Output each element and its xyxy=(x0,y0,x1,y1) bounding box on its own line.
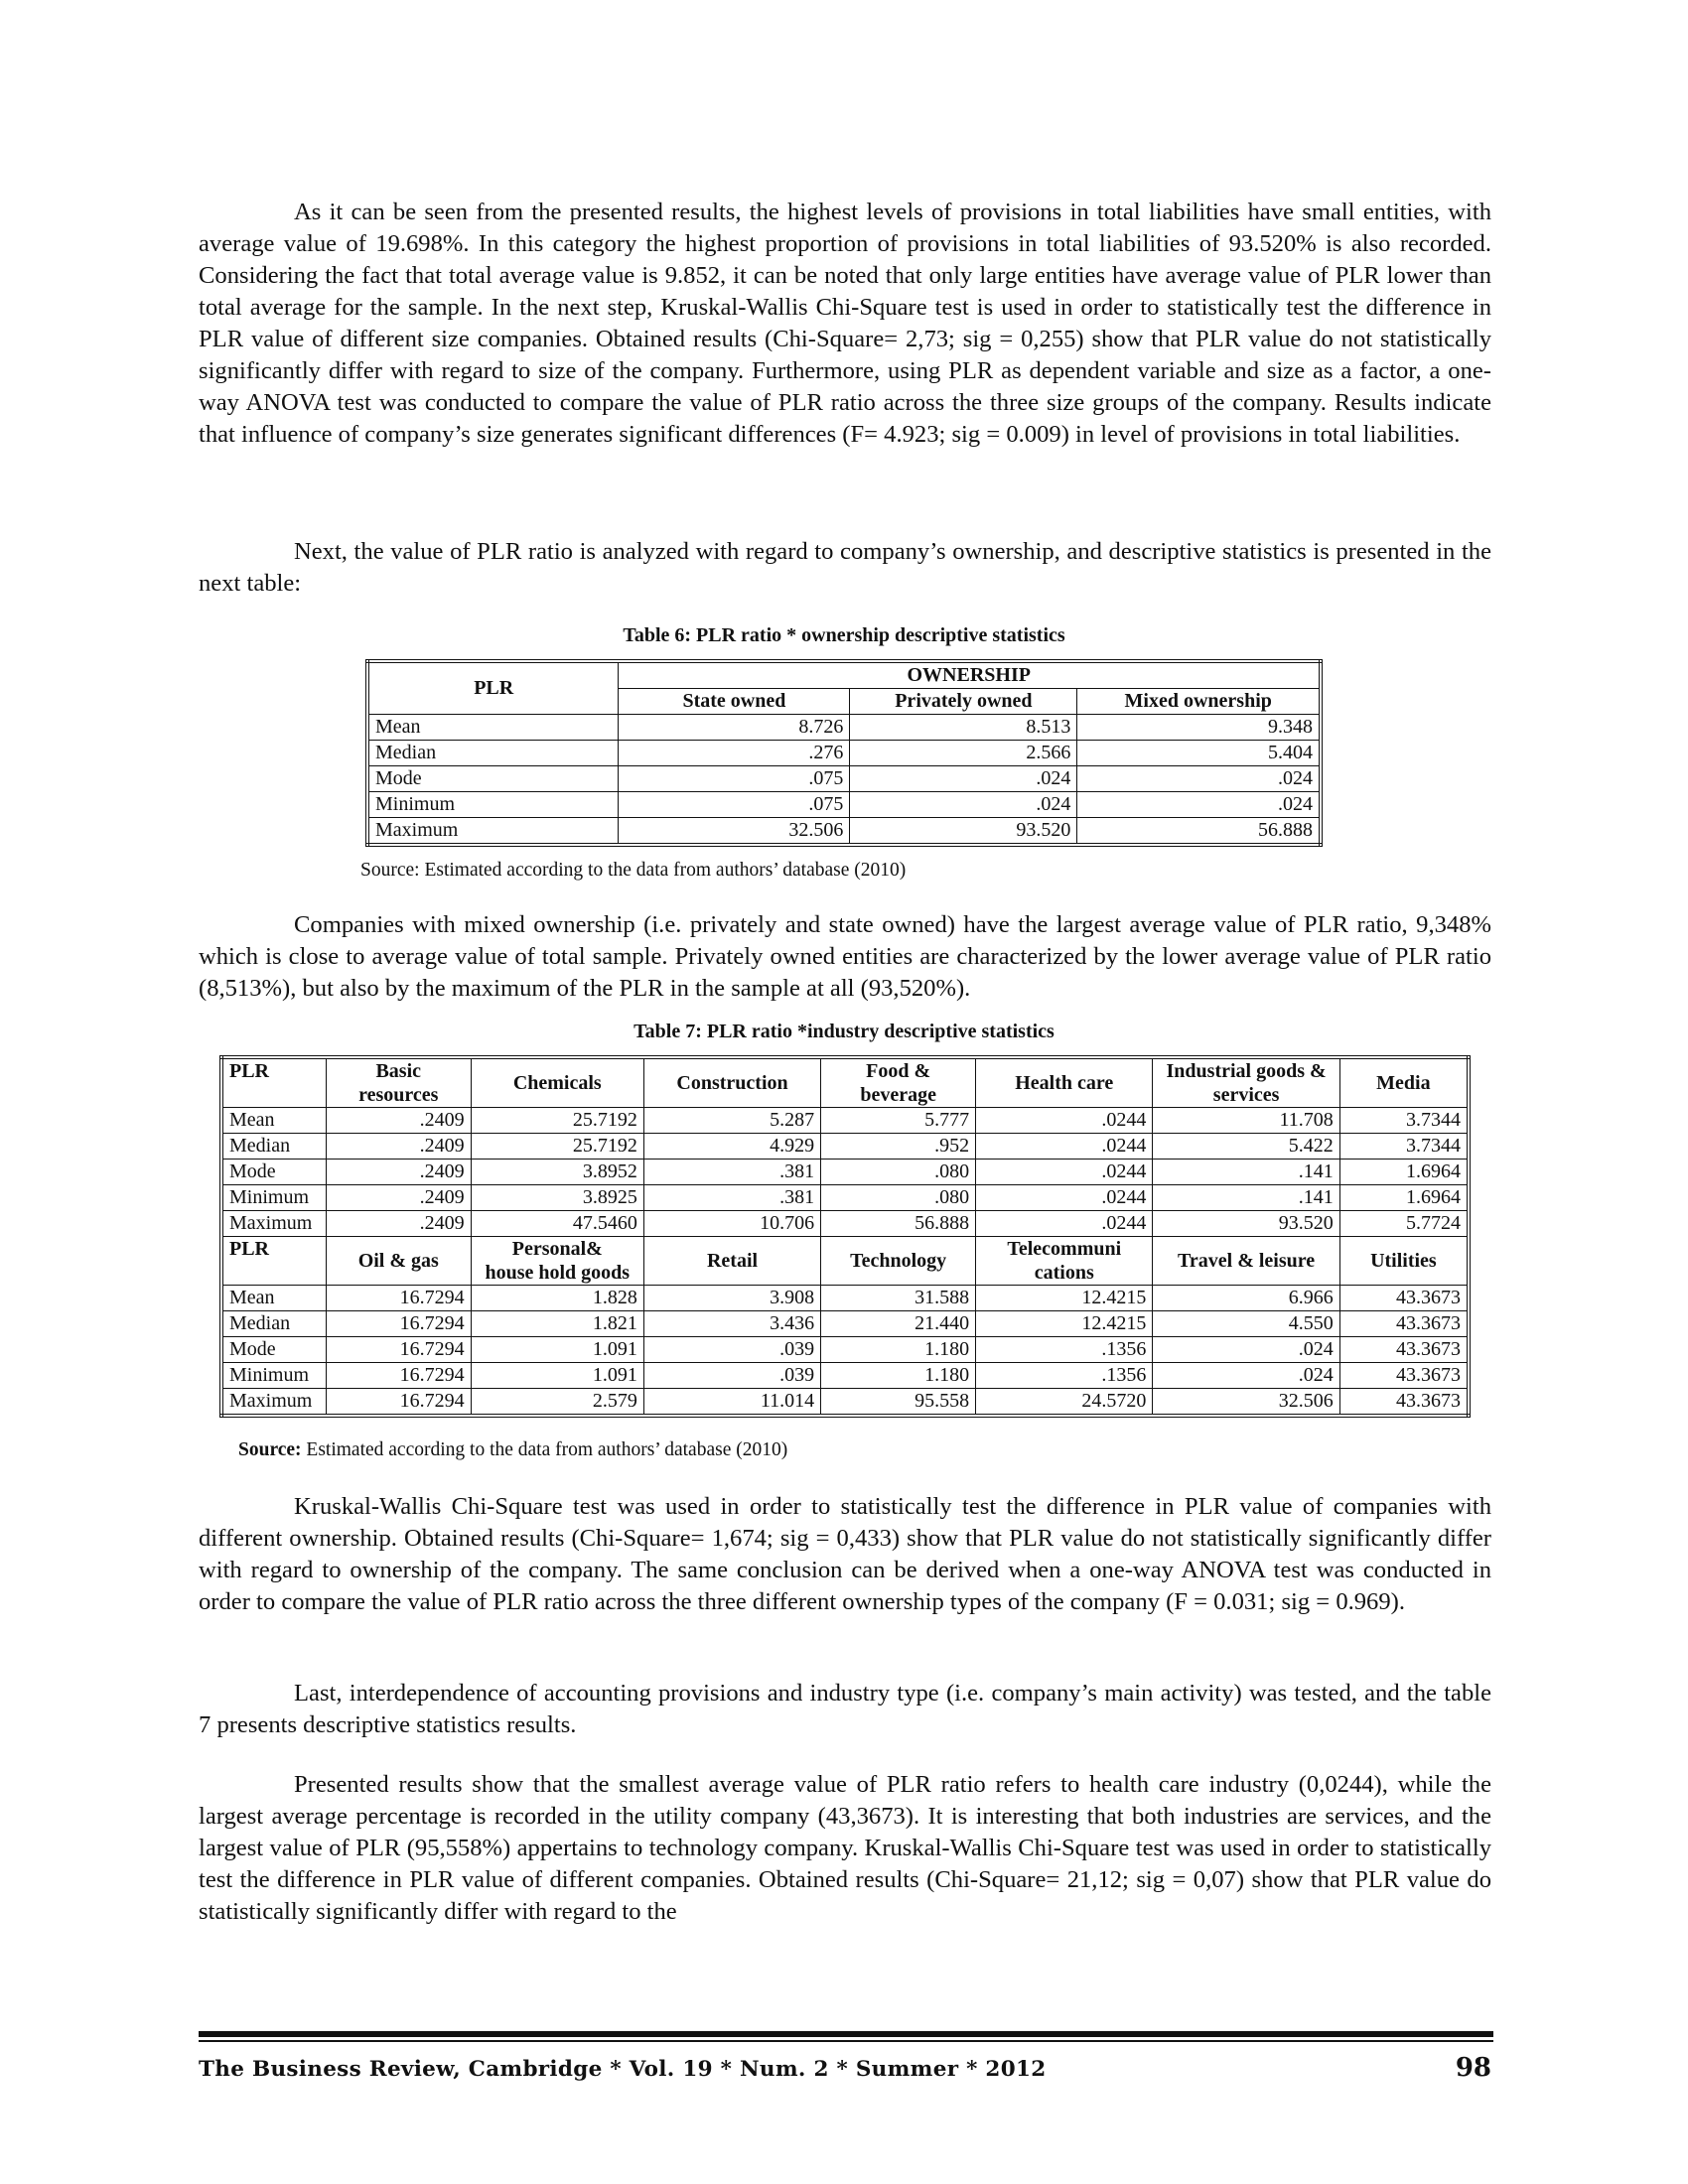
table-cell: .952 xyxy=(821,1134,976,1160)
table-cell: .039 xyxy=(643,1363,820,1389)
table-cell: 16.7294 xyxy=(326,1389,471,1417)
row-label: Minimum xyxy=(221,1363,326,1389)
row-label: Maximum xyxy=(221,1211,326,1237)
table-row xyxy=(367,792,1321,818)
table-cell: .024 xyxy=(1077,766,1321,792)
table-cell: 4.929 xyxy=(643,1134,820,1160)
footer-rule xyxy=(199,2040,1493,2042)
table-cell: 1.6964 xyxy=(1339,1160,1469,1185)
table-cell: .2409 xyxy=(326,1134,471,1160)
table7-column-header: Utilities xyxy=(1339,1237,1469,1286)
table-cell: .0244 xyxy=(976,1211,1153,1237)
table-cell: .1356 xyxy=(976,1337,1153,1363)
table-row xyxy=(367,766,1321,792)
source-text: Estimated according to the data from authors’ database (2010) xyxy=(301,1439,788,1460)
table6-column-header: Mixed ownership xyxy=(1077,689,1321,715)
table-cell: 43.3673 xyxy=(1339,1311,1469,1337)
table-cell: 8.726 xyxy=(619,715,850,741)
table-cell: 16.7294 xyxy=(326,1337,471,1363)
table-cell: .141 xyxy=(1153,1185,1339,1211)
table-cell: 3.908 xyxy=(643,1286,820,1311)
table-cell: .075 xyxy=(619,766,850,792)
table-cell: 5.777 xyxy=(821,1108,976,1134)
table-cell: 1.828 xyxy=(471,1286,643,1311)
table-cell: .024 xyxy=(1153,1337,1339,1363)
table-row xyxy=(221,1185,1469,1211)
table-cell: 3.8952 xyxy=(471,1160,643,1185)
table7-column-header: Retail xyxy=(643,1237,820,1286)
table-cell: 47.5460 xyxy=(471,1211,643,1237)
row-label: Mode xyxy=(221,1160,326,1185)
table-cell: 93.520 xyxy=(1153,1211,1339,1237)
table-cell: .0244 xyxy=(976,1185,1153,1211)
table-cell: 1.6964 xyxy=(1339,1185,1469,1211)
row-label: Mode xyxy=(221,1337,326,1363)
table7-column-header: Health care xyxy=(976,1057,1153,1108)
table-cell: .075 xyxy=(619,792,850,818)
paragraph: As it can be seen from the presented results, the highest levels of provisions in total liabilities have small entities, with average value of 19.698%. In this category the highest proportion of provisions in total liabilities of 93.520% is also recorded. Considering the fact that total average value is 9.852, it can be noted that only large entities have average value of PLR lower than total average for the sample. In the next step, Kruskal-Wallis Chi-Square test is used in order to statistically test the difference in PLR value of different size companies. Obtained results (Chi-Square= 2,73; sig = 0,255) show that PLR value do not statistically significantly differ with regard to size of the company. Furthermore, using PLR as dependent variable and size as a factor, a one-way ANOVA test was conducted to compare the value of PLR ratio across the three size groups of the company. Results indicate that influence of company’s size generates significant differences (F= 4.923; sig = 0.009) in level of provisions in total liabilities. xyxy=(199,199,1491,448)
table7-column-header: Travel & leisure xyxy=(1153,1237,1339,1286)
table7-corner-header: PLR xyxy=(221,1237,326,1286)
table-cell: .024 xyxy=(850,766,1077,792)
table-cell: .0244 xyxy=(976,1108,1153,1134)
table7-column-header: Construction xyxy=(643,1057,820,1108)
table-cell: 9.348 xyxy=(1077,715,1321,741)
table7-caption: Table 7: PLR ratio *industry descriptive statistics xyxy=(633,1021,1055,1042)
table6-source: Source: Estimated according to the data from authors’ database (2010) xyxy=(360,860,907,881)
table7-column-header: Technology xyxy=(821,1237,976,1286)
table-cell: 11.014 xyxy=(643,1389,820,1417)
table7 xyxy=(219,1055,1471,1418)
table-cell: .1356 xyxy=(976,1363,1153,1389)
table6 xyxy=(365,659,1323,847)
table-cell: 5.422 xyxy=(1153,1134,1339,1160)
table-cell: .024 xyxy=(1153,1363,1339,1389)
table-cell: 5.7724 xyxy=(1339,1211,1469,1237)
row-label: Mean xyxy=(221,1108,326,1134)
row-label: Mode xyxy=(367,766,619,792)
table-cell: 43.3673 xyxy=(1339,1363,1469,1389)
row-label: Mean xyxy=(367,715,619,741)
table-cell: 5.287 xyxy=(643,1108,820,1134)
row-label: Mean xyxy=(221,1286,326,1311)
table-cell: 12.4215 xyxy=(976,1311,1153,1337)
table-cell: 12.4215 xyxy=(976,1286,1153,1311)
table-cell: .024 xyxy=(850,792,1077,818)
table-cell: 24.5720 xyxy=(976,1389,1153,1417)
table-cell: .0244 xyxy=(976,1134,1153,1160)
paragraph: Presented results show that the smallest average value of PLR ratio refers to health care industry (0,0244), while the largest average percentage is recorded in the utility company (43,3673). It is interesting that both industries are services, and the largest value of PLR (95,558%) appertains to technology company. Kruskal-Wallis Chi-Square test was used in order to statistically test the difference in PLR value of different companies. Obtained results (Chi-Square= 21,12; sig = 0,07) show that PLR value do statistically significantly differ with regard to the xyxy=(199,1771,1491,1925)
table-cell: 5.404 xyxy=(1077,741,1321,766)
table-cell: .2409 xyxy=(326,1160,471,1185)
table6-column-header: State owned xyxy=(619,689,850,715)
table-cell: 11.708 xyxy=(1153,1108,1339,1134)
table-cell: .276 xyxy=(619,741,850,766)
table-cell: 16.7294 xyxy=(326,1311,471,1337)
paragraph: Companies with mixed ownership (i.e. privately and state owned) have the largest average value of PLR ratio, 9,348% which is close to average value of total sample. Privately owned entities are characterized by the lower average value of PLR ratio (8,513%), but also by the maximum of the PLR in the sample at all (93,520%). xyxy=(199,911,1491,1002)
table-cell: 8.513 xyxy=(850,715,1077,741)
table-row xyxy=(367,741,1321,766)
row-label: Minimum xyxy=(367,792,619,818)
footer-rule xyxy=(199,2031,1493,2037)
table-cell: 10.706 xyxy=(643,1211,820,1237)
table7-column-header: Chemicals xyxy=(471,1057,643,1108)
table-cell: .024 xyxy=(1077,792,1321,818)
source-label: Source: xyxy=(238,1439,302,1460)
table-cell: .2409 xyxy=(326,1108,471,1134)
table-cell: 43.3673 xyxy=(1339,1389,1469,1417)
table-cell: 21.440 xyxy=(821,1311,976,1337)
table-cell: 3.8925 xyxy=(471,1185,643,1211)
row-label: Median xyxy=(221,1311,326,1337)
table-cell: 1.180 xyxy=(821,1363,976,1389)
table-cell: 2.566 xyxy=(850,741,1077,766)
table7-column-header: Industrial goods & services xyxy=(1153,1057,1339,1108)
paragraph: Last, interdependence of accounting provisions and industry type (i.e. company’s main activity) was tested, and the table 7 presents descriptive statistics results. xyxy=(199,1680,1491,1738)
table-row xyxy=(221,1363,1469,1389)
table-cell: 16.7294 xyxy=(326,1286,471,1311)
table-row xyxy=(221,1211,1469,1237)
table-row xyxy=(221,1311,1469,1337)
table-cell: 93.520 xyxy=(850,818,1077,846)
table-cell: .039 xyxy=(643,1337,820,1363)
table-row xyxy=(221,1337,1469,1363)
row-label: Maximum xyxy=(367,818,619,846)
table7-source xyxy=(238,1439,787,1461)
table-cell: 1.180 xyxy=(821,1337,976,1363)
table-cell: 16.7294 xyxy=(326,1363,471,1389)
table7-header-row xyxy=(221,1237,1469,1286)
table-cell: 43.3673 xyxy=(1339,1337,1469,1363)
table-cell: .2409 xyxy=(326,1211,471,1237)
row-label: Maximum xyxy=(221,1389,326,1417)
table-cell: 31.588 xyxy=(821,1286,976,1311)
table-cell: .381 xyxy=(643,1185,820,1211)
table-cell: 32.506 xyxy=(1153,1389,1339,1417)
table-cell: 3.7344 xyxy=(1339,1134,1469,1160)
table-cell: 1.091 xyxy=(471,1337,643,1363)
journal-footer: The Business Review, Cambridge * Vol. 19 * Num. 2 * Summer * 2012 xyxy=(199,2057,1047,2082)
table-cell: 6.966 xyxy=(1153,1286,1339,1311)
table-row xyxy=(221,1389,1469,1417)
table7-column-header: Basic resources xyxy=(326,1057,471,1108)
table-cell: 2.579 xyxy=(471,1389,643,1417)
table-cell: .2409 xyxy=(326,1185,471,1211)
table-cell: 3.7344 xyxy=(1339,1108,1469,1134)
table7-column-header: Telecommuni cations xyxy=(976,1237,1153,1286)
table-cell: 95.558 xyxy=(821,1389,976,1417)
table7-column-header: Food & beverage xyxy=(821,1057,976,1108)
table-cell: .080 xyxy=(821,1185,976,1211)
table-cell: .381 xyxy=(643,1160,820,1185)
table-cell: .080 xyxy=(821,1160,976,1185)
table-row xyxy=(367,818,1321,846)
row-label: Median xyxy=(221,1134,326,1160)
row-label: Minimum xyxy=(221,1185,326,1211)
paragraph: Next, the value of PLR ratio is analyzed with regard to company’s ownership, and descriptive statistics is presented in the next table: xyxy=(199,538,1491,597)
row-label: Median xyxy=(367,741,619,766)
table-row xyxy=(221,1134,1469,1160)
table-row xyxy=(221,1108,1469,1134)
table-row xyxy=(221,1286,1469,1311)
table6-column-header: Privately owned xyxy=(850,689,1077,715)
page-number: 98 xyxy=(1455,2053,1491,2083)
table-cell: 56.888 xyxy=(821,1211,976,1237)
table-cell: 43.3673 xyxy=(1339,1286,1469,1311)
table-cell: 1.091 xyxy=(471,1363,643,1389)
table-cell: .0244 xyxy=(976,1160,1153,1185)
table-row xyxy=(221,1160,1469,1185)
table6-group-header: OWNERSHIP xyxy=(619,661,1321,689)
table-cell: 25.7192 xyxy=(471,1108,643,1134)
table7-column-header: Media xyxy=(1339,1057,1469,1108)
table-cell: 56.888 xyxy=(1077,818,1321,846)
table-cell: 4.550 xyxy=(1153,1311,1339,1337)
table7-header-row xyxy=(221,1057,1469,1108)
table-cell: 3.436 xyxy=(643,1311,820,1337)
table7-corner-header: PLR xyxy=(221,1057,326,1108)
table-cell: 1.821 xyxy=(471,1311,643,1337)
table-row xyxy=(367,715,1321,741)
paragraph: Kruskal-Wallis Chi-Square test was used in order to statistically test the difference in PLR value of companies with different ownership. Obtained results (Chi-Square= 1,674; sig = 0,433) show that PLR value do not statistically significantly differ with regard to ownership of the company. The same conclusion can be derived when a one-way ANOVA test was conducted in order to compare the value of PLR ratio across the three different ownership types of the company (F = 0.031; sig = 0.969). xyxy=(199,1493,1491,1615)
table-cell: 32.506 xyxy=(619,818,850,846)
table6-corner-header: PLR xyxy=(367,661,619,715)
table-cell: .141 xyxy=(1153,1160,1339,1185)
table-cell: 25.7192 xyxy=(471,1134,643,1160)
table7-column-header: Personal& house hold goods xyxy=(471,1237,643,1286)
table6-caption: Table 6: PLR ratio * ownership descriptive statistics xyxy=(623,624,1065,646)
table7-column-header: Oil & gas xyxy=(326,1237,471,1286)
